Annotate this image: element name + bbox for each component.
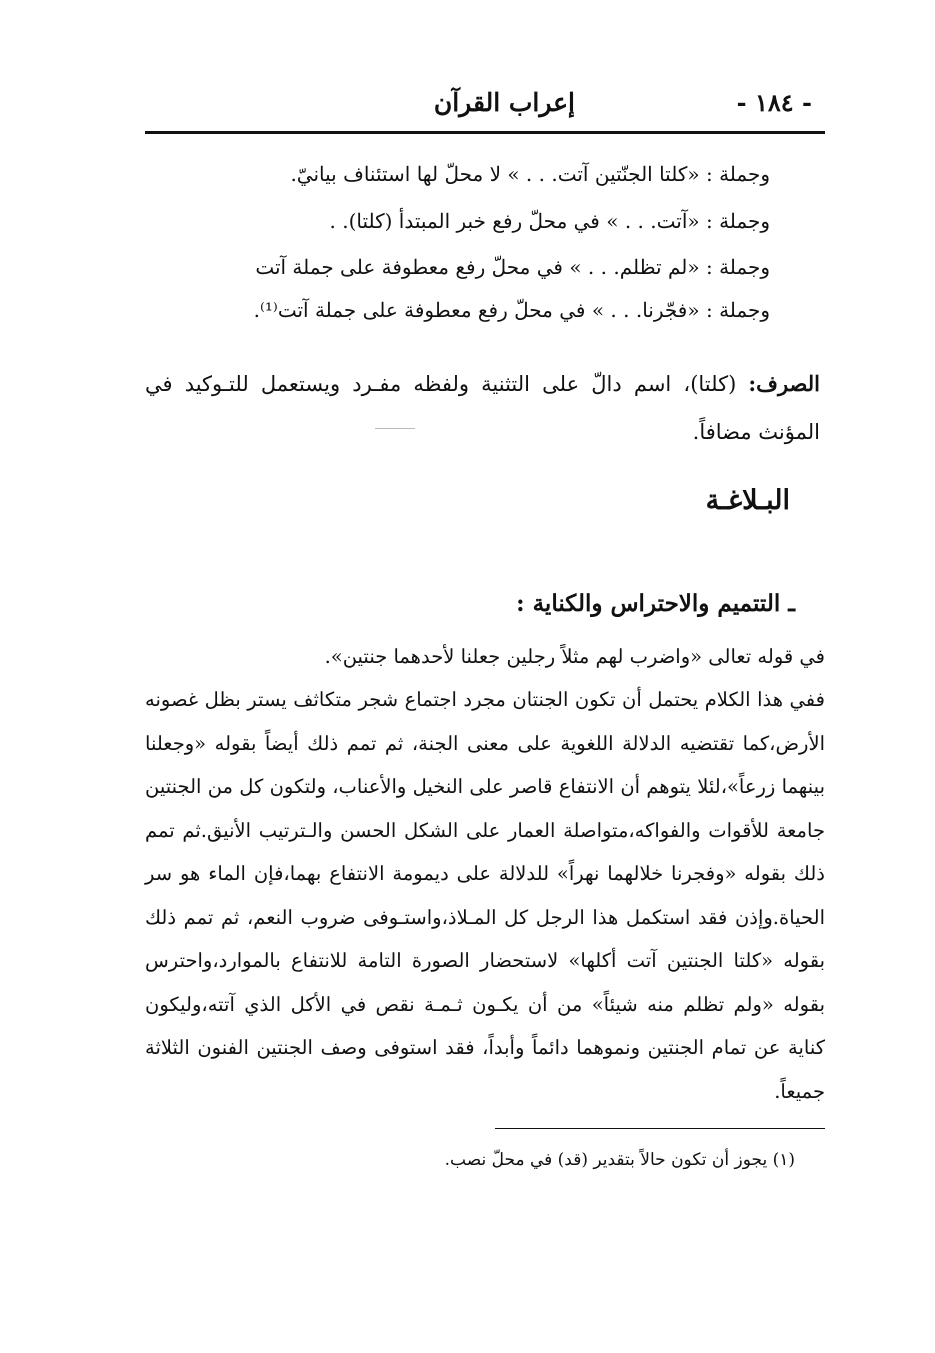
- page-number: - ١٨٤ -: [736, 88, 812, 117]
- syntax-line: [255, 255, 770, 279]
- syntax-label: وجملة :: [705, 162, 770, 186]
- section-heading: البـلاغـة: [705, 485, 790, 516]
- syntax-line: [290, 162, 770, 186]
- header-divider: [145, 131, 825, 134]
- footnote: (١) يجوز أن تكون حالاً بتقدير (قد) في محلّ نصب.: [444, 1150, 795, 1170]
- syntax-line: [254, 298, 770, 322]
- sarf-text: (كلتا)، اسم دالّ على التثنية ولفظه مفـرد ويستعمل للتـوكيد في المؤنث مضافاً.: [145, 372, 820, 444]
- syntax-line: [330, 209, 771, 233]
- syntax-label: وجملة :: [705, 209, 770, 233]
- intro-paragraph: في قوله تعالى «واضرب لهم مثلاً رجلين جعلنا لأحدهما جنتين».: [324, 645, 825, 668]
- syntax-label: وجملة :: [705, 298, 770, 322]
- syntax-label: وجملة :: [705, 255, 770, 279]
- syntax-text: «فجّرنا. . . » في محلّ رفع معطوفة على جملة آتت⁽¹⁾.: [253, 298, 700, 322]
- syntax-text: «لم تظلم. . . » في محلّ رفع معطوفة على جملة آتت: [255, 255, 700, 279]
- sarf-paragraph: [145, 360, 820, 456]
- sarf-label: الصرف:: [748, 371, 820, 396]
- book-title: إعراب القرآن: [433, 88, 575, 117]
- subsection-heading: ـ التتميم والاحتراس والكناية :: [516, 590, 795, 617]
- body-paragraph: ففي هذا الكلام يحتمل أن تكون الجنتان مجرد اجتماع شجر متكاثف يستر بظل غصونه الأرض،كما تقتضيه الدلالة اللغوية على معنى الجنة، ثم تمم ذلك أيضاً بقوله «وجعلنا بينهما زرعاً»،لئلا يتوهم أن الانتفاع قاصر على النخيل والأعناب، ولتكون كل من الجنتين جامعة للأقوات والفواكه،متواصلة العمار على الشكل الحسن والـترتيب الأنيق.ثم تمم ذلك بقوله «وفجرنا خلالهما نهراً» للدلالة على ديمومة الانتفاع بهما،فإن الماء هو سر الحياة.وإذن فقد استكمل هذا الرجل كل المـلاذ،واستـوفى ضروب النعم، ثم تمم ذلك بقوله «كلتا الجنتين آتت أكلها» لاستحضار الصورة التامة للانتفاع بالموارد،واحترس بقوله «ولم تظلم منه شيئاً» من أن يكـون ثـمـة نقص في الأكل الذي آتته،وليكون كناية عن تمام الجنتين ونموهما دائماً وأبداً، فقد استوفى وصف الجنتين الفنون الثلاثة جميعاً.: [145, 688, 825, 1103]
- scan-mark: [375, 428, 415, 429]
- syntax-text: «كلتا الجنّتين آتت. . . » لا محلّ لها استئناف بيانيّ.: [290, 162, 700, 186]
- footnote-divider: [495, 1128, 825, 1129]
- page-header: [140, 88, 830, 128]
- syntax-text: «آتت. . . » في محلّ رفع خبر المبتدأ (كلتا). .: [329, 209, 700, 233]
